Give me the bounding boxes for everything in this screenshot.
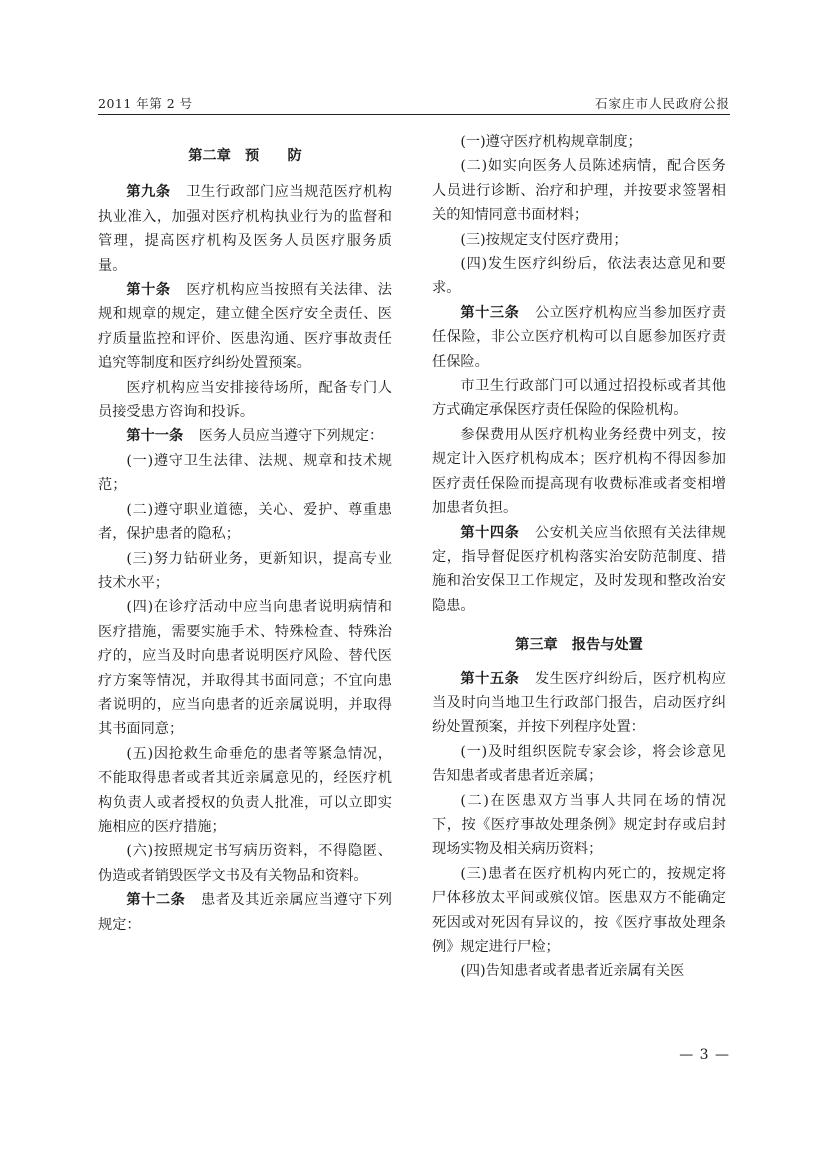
article-11-lead: 第十一条 <box>126 428 184 445</box>
article-15-item: (二)在医患双方当事人共同在场的情况下，按《医疗事故处理条例》规定封存或启封现场实物及相关病历资料； <box>432 792 726 858</box>
article-11-item: (一)遵守卫生法律、法规、规章和技术规范； <box>98 452 392 494</box>
article-13-paragraph-3: 参保费用从医疗机构业务经费中列支，按规定计入医疗机构成本；医疗机构不得因参加医疗责任保险而提高现有收费标准或者变相增加患者负担。 <box>432 426 726 517</box>
article-11 <box>98 424 392 448</box>
article-15-item: (四)告知患者或者患者近亲属有关医 <box>460 963 685 980</box>
left-column <box>98 130 392 937</box>
issue-label: 2011 年第 2 号 <box>98 96 193 111</box>
article-14-lead: 第十四条 <box>460 524 520 541</box>
publication-title: 石家庄市人民政府公报 <box>594 96 730 111</box>
page-number: — 3 — <box>679 1047 730 1063</box>
running-header <box>98 94 730 114</box>
article-15-item: (一)及时组织医院专家会诊，将会诊意见告知患者或者患者近亲属； <box>432 743 726 785</box>
article-14 <box>432 521 726 619</box>
article-12-item: (三)按规定支付医疗费用； <box>460 231 628 248</box>
article-9-lead: 第九条 <box>126 184 171 201</box>
article-12-item: (二)如实向医务人员陈述病情，配合医务人员进行诊断、治疗和护理，并按要求签署相关的知情同意书面材料； <box>432 158 726 224</box>
article-15-lead: 第十五条 <box>460 670 520 687</box>
article-13-text: 公立医疗机构应当参加医疗责任保险，非公立医疗机构可以自愿参加医疗责任保险。 <box>432 304 726 370</box>
article-15-item: (三)患者在医疗机构内死亡的，按规定将尸体移放太平间或殡仪馆。医患双方不能确定死因或对死因有异议的，按《医疗事故处理条例》规定进行尸检； <box>432 865 726 955</box>
right-column <box>432 130 726 984</box>
article-11-item: (四)在诊疗活动中应当向患者说明病情和医疗措施，需要实施手术、特殊检查、特殊治疗的，应当及时向患者说明医疗风险、替代医疗方案等情况，并取得其书面同意；不宜向患者说明的，应当向患者的近亲属说明，并取得其书面同意； <box>98 599 392 738</box>
article-10-paragraph-2: 医疗机构应当安排接待场所，配备专门人员接受患方咨询和投诉。 <box>98 379 392 421</box>
article-12 <box>98 888 392 937</box>
article-11-item: (三)努力钻研业务，更新知识，提高专业技术水平； <box>98 550 392 591</box>
article-15 <box>432 667 726 740</box>
article-12-lead: 第十二条 <box>126 892 186 909</box>
article-14-text: 公安机关应当依照有关法律规定，指导督促医疗机构落实治安防范制度、措施和治安保卫工作规定，及时发现和整改治安隐患。 <box>432 524 726 614</box>
article-12-item: (四)发生医疗纠纷后，依法表达意见和要求。 <box>432 256 726 297</box>
chapter-3-title: 第三章 报告与处置 <box>515 637 643 654</box>
article-10 <box>98 278 392 376</box>
article-11-item: (二)遵守职业道德，关心、爱护、尊重患者，保护患者的隐私； <box>98 501 392 543</box>
article-12-item: (一)遵守医疗机构规章制度； <box>460 134 642 150</box>
article-11-item: (五)因抢救生命垂危的患者等紧急情况，不能取得患者或者其近亲属意见的，经医疗机构负责人或者授权的负责人批准，可以立即实施相应的医疗措施； <box>98 745 392 835</box>
article-11-text: 医务人员应当遵守下列规定： <box>198 428 384 445</box>
article-9 <box>98 180 392 278</box>
article-15-text: 发生医疗纠纷后，医疗机构应当及时向当地卫生行政部门报告，启动医疗纠纷处置预案，并按下列程序处置： <box>432 670 726 736</box>
article-10-lead: 第十条 <box>126 282 171 299</box>
header-rule <box>98 114 730 115</box>
article-13-lead: 第十三条 <box>460 304 520 321</box>
article-10-text: 医疗机构应当按照有关法律、法规和规章的规定，建立健全医疗安全责任、医疗质量监控和评价、医患沟通、医疗事故责任追究等制度和医疗纠纷处置预案。 <box>98 282 392 372</box>
article-12-text: 患者及其近亲属应当遵守下列规定： <box>98 892 392 933</box>
article-13-paragraph-2: 市卫生行政部门可以通过招投标或者其他方式确定承保医疗责任保险的保险机构。 <box>432 378 726 419</box>
article-11-item: (六)按照规定书写病历资料，不得隐匿、伪造或者销毁医学文书及有关物品和资料。 <box>98 843 392 884</box>
article-13 <box>432 301 726 374</box>
article-9-text: 卫生行政部门应当规范医疗机构执业准入，加强对医疗机构执业行为的监督和管理，提高医疗机构及医务人员医疗服务质量。 <box>98 184 392 274</box>
chapter-2-title: 第二章 预 防 <box>188 148 302 164</box>
